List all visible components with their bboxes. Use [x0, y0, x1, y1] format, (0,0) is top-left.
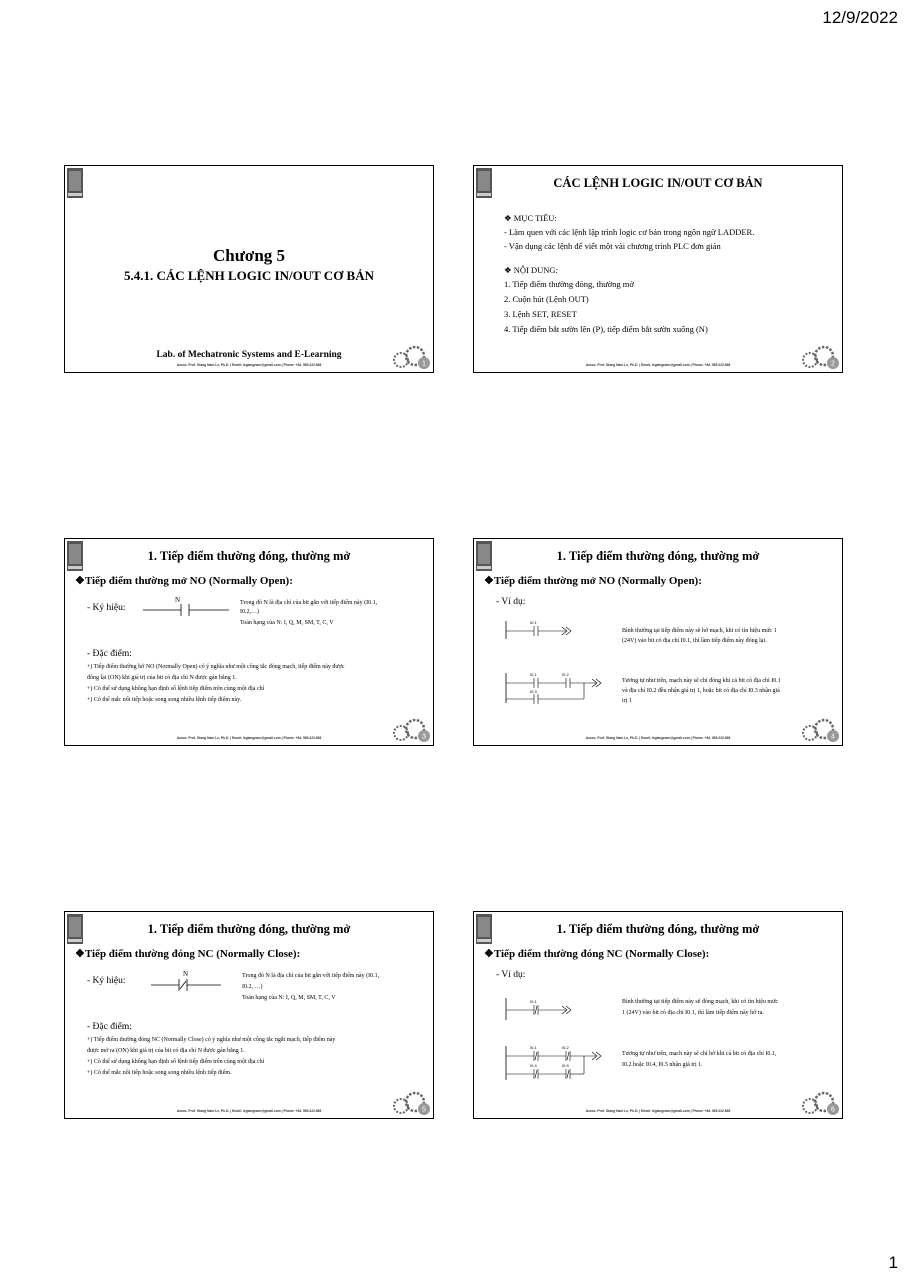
objective-item: - Làm quen với các lệnh lập trình logic cơ bản trong ngôn ngữ LADDER.: [504, 227, 755, 237]
feature-item: được mở ra (ON) khi giá trị của bit có địa chỉ N được gán bằng 1.: [87, 1048, 245, 1054]
example-desc: Bình thường tại tiếp điểm này sẽ hở mạch, khi có tín hiệu mức 1: [622, 628, 777, 634]
slide-number: 2: [831, 360, 835, 368]
slide-number: 5: [422, 1106, 426, 1114]
gear-icon: [800, 717, 840, 743]
contact-label: N: [183, 970, 189, 978]
ladder-label: I0.4: [530, 1063, 537, 1068]
ladder-nc-series-parallel: [504, 1044, 614, 1084]
lab-name: Lab. of Mechatronic Systems and E-Learning: [156, 350, 342, 360]
slide-number: 3: [422, 733, 426, 741]
gear-icon: [391, 717, 431, 743]
slide-title: 1. Tiếp điểm thường đóng, thường mở: [147, 549, 351, 563]
slide-heading: ❖Tiếp điểm thường đóng NC (Normally Close):: [75, 948, 301, 960]
slide-number: 1: [422, 360, 426, 368]
symbol-desc: Toán hạng của N: I, Q, M, SM, T, C, V: [242, 995, 336, 1001]
ladder-label: I0.3: [530, 689, 537, 694]
example-desc: (24V) vào bit có địa chỉ I0.1, thì làm tiếp điểm này đóng lại.: [622, 638, 767, 644]
symbol-desc: I0.2,…): [240, 609, 259, 615]
chapter-subtitle: 5.4.1. CÁC LỆNH LOGIC IN/OUT CƠ BẢN: [123, 268, 375, 283]
symbol-label: - Ký hiệu:: [87, 976, 126, 986]
symbol-desc: Trong đó N là địa chỉ của bit gắn với tiếp điểm này (I0.1,: [242, 973, 380, 979]
ladder-label: I0.1: [530, 1045, 537, 1050]
ladder-label: I0.2: [562, 672, 569, 677]
example-label: - Ví dụ:: [496, 597, 526, 607]
ladder-label: I0.1: [530, 672, 537, 677]
slide-1: [64, 165, 434, 373]
slide-heading: ❖Tiếp điểm thường mở NO (Normally Open):: [484, 575, 702, 587]
symbol-label: - Ký hiệu:: [87, 603, 126, 613]
contact-label: N: [175, 596, 181, 604]
objective-header: ❖ MỤC TIÊU:: [504, 213, 557, 223]
ladder-label: I0.1: [530, 620, 537, 625]
gear-icon: [800, 344, 840, 370]
gear-icon: [391, 344, 431, 370]
chapter-title: Chương 5: [212, 246, 286, 265]
nc-contact-symbol: [151, 978, 225, 992]
gear-icon: [391, 1090, 431, 1116]
slide-title: 1. Tiếp điểm thường đóng, thường mở: [147, 922, 351, 936]
slide-footer: Assoc. Prof. Giang Nam Le, Ph.D. | Email: legiangnam@gmail.com | Phone: +84. 565.222.666: [585, 363, 731, 367]
slide-footer: Assoc. Prof. Giang Nam Le, Ph.D. | Email: legiangnam@gmail.com | Phone: +84. 565.222.666: [176, 736, 322, 740]
slide-5: [64, 911, 434, 1119]
slide-6: [473, 911, 843, 1119]
symbol-desc: I0.2, …): [242, 984, 263, 990]
feature-item: +) Có thể sử dụng không hạn định số lệnh tiếp điểm trên cùng một địa chỉ: [87, 686, 265, 692]
content-item: 1. Tiếp điểm thường đóng, thường mở: [504, 279, 634, 289]
slide-2: [473, 165, 843, 373]
example-label: - Ví dụ:: [496, 970, 526, 980]
slide-3: [64, 538, 434, 746]
objective-item: - Vận dụng các lệnh để viết một vài chương trình PLC đơn giản: [504, 241, 721, 251]
slide-footer: Assoc. Prof. Giang Nam Le, Ph.D. | Email: legiangnam@gmail.com | Phone: +84. 565.222.666: [176, 1109, 322, 1113]
slide-4: [473, 538, 843, 746]
feature-item: +) Tiếp điểm thường đóng NC (Normally Close) có ý nghĩa như một công tắc ngắt mạch, tiếp điểm này: [87, 1037, 336, 1043]
ladder-no-series-parallel: [504, 671, 614, 705]
slide-number: 4: [831, 733, 835, 741]
slide-footer: Assoc. Prof. Giang Nam Le, Ph.D. | Email: legiangnam@gmail.com | Phone: +84. 565.222.666: [585, 736, 731, 740]
ladder-label: I0.2: [562, 1045, 569, 1050]
content-item: 2. Cuộn hút (Lệnh OUT): [504, 294, 589, 304]
features-label: - Đặc điểm:: [87, 1022, 132, 1032]
symbol-desc: Trong đó N là địa chỉ của bit gắn với tiếp điểm này (I0.1,: [240, 600, 378, 606]
gear-icon: [800, 1090, 840, 1116]
ladder-nc-single: [504, 996, 584, 1022]
example-desc: và địa chỉ I0.2 đều nhận giá trị 1, hoặc bit có địa chỉ I0.3 nhận giá: [622, 688, 780, 694]
example-desc: Tương tự như trên, mạch này sẽ chỉ hở khi cả bit có địa chỉ I0.1,: [622, 1051, 777, 1057]
slide-footer: Assoc. Prof. Giang Nam Le, Ph.D. | Email: legiangnam@gmail.com | Phone: +84. 565.222.666: [585, 1109, 731, 1113]
example-desc: I0.2 hoặc I0.4, I0.5 nhận giá trị 1.: [622, 1062, 703, 1068]
slide-footer: Assoc. Prof. Giang Nam Le, Ph.D. | Email: legiangnam@gmail.com | Phone: +84. 565.222.666: [176, 363, 322, 367]
ladder-no-single: [504, 619, 584, 641]
features-label: - Đặc điểm:: [87, 649, 132, 659]
slide-title: 1. Tiếp điểm thường đóng, thường mở: [556, 922, 760, 936]
example-desc: Bình thường tại tiếp điểm này sẽ đóng mạch, khi có tín hiệu mức: [622, 999, 778, 1005]
page-number: 1: [888, 1253, 898, 1272]
ladder-label: I0.5: [562, 1063, 569, 1068]
symbol-desc: Toán hạng của N: I, Q, M, SM, T, C, V: [240, 620, 334, 626]
slide-heading: ❖Tiếp điểm thường mở NO (Normally Open):: [75, 575, 293, 587]
page-date: 12/9/2022: [822, 8, 898, 27]
slide-title: 1. Tiếp điểm thường đóng, thường mở: [556, 549, 760, 563]
content-header: ❖ NỘI DUNG:: [504, 265, 558, 275]
example-desc: Tương tự như trên, mạch này sẽ chỉ đóng khi cả bit có địa chỉ I0.1: [622, 678, 781, 684]
slide-number: 6: [831, 1106, 835, 1114]
university-logo: [67, 168, 83, 198]
no-contact-symbol: [143, 603, 233, 617]
example-desc: trị 1: [622, 698, 632, 704]
feature-item: đóng lại (ON) khi giá trị của bit có địa chỉ N được gán bằng 1.: [87, 675, 237, 681]
slide-title: CÁC LỆNH LOGIC IN/OUT CƠ BẢN: [553, 176, 763, 190]
example-desc: 1 (24V) vào bit có địa chỉ I0.1, thì làm tiếp điểm này hở ra.: [622, 1010, 764, 1016]
feature-item: +) Có thể mắc nối tiếp hoặc song song nhiều lệnh tiếp điểm này.: [87, 697, 242, 703]
slide-heading: ❖Tiếp điểm thường đóng NC (Normally Close):: [484, 948, 710, 960]
content-item: 4. Tiếp điểm bắt sườn lên (P), tiếp điểm bắt sườn xuống (N): [504, 324, 708, 334]
ladder-label: I0.1: [530, 999, 537, 1004]
feature-item: +) Tiếp điểm thường hở NO (Normally Open) có ý nghĩa như một công tắc đóng mạch, tiếp điểm này được: [87, 664, 345, 670]
feature-item: +) Có thể sử dụng không hạn định số lệnh tiếp điểm trên cùng một địa chỉ: [87, 1059, 265, 1065]
content-item: 3. Lệnh SET, RESET: [504, 309, 577, 319]
feature-item: +) Có thể mắc nối tiếp hoặc song song nhiều lệnh tiếp điểm.: [87, 1070, 232, 1076]
